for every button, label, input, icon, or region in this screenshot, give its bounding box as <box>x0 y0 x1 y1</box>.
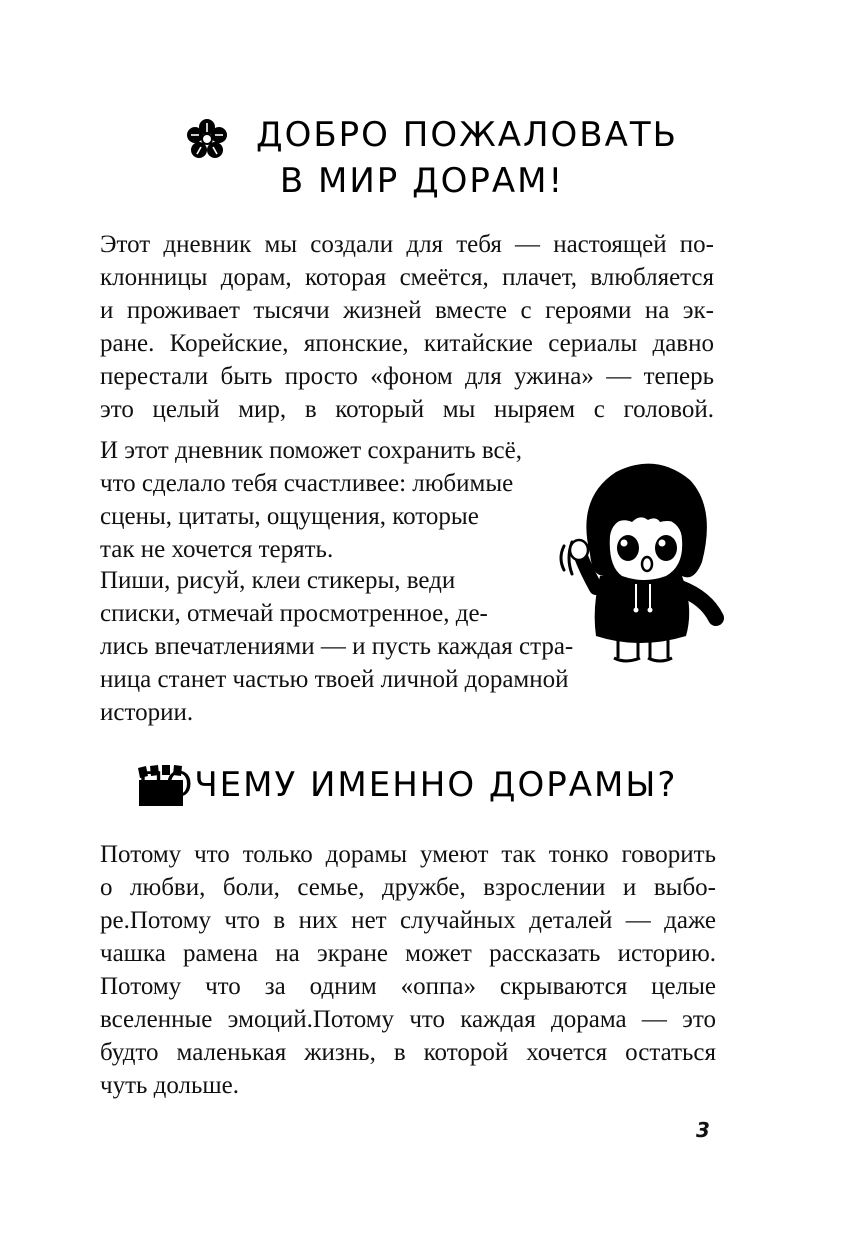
text-line: истории. <box>100 699 194 726</box>
text-line: и проживает тысячи жизней вместе с героями на эк- <box>100 297 714 324</box>
text-line: Потому что за одним «оппа» скрываются целые <box>100 973 716 1000</box>
keep-paragraph <box>100 434 600 566</box>
text-line: Этот дневник мы создали для тебя — настоящей по- <box>100 231 714 258</box>
text-line: Потому что только дорамы умеют так тонко говорить <box>100 841 716 868</box>
title-line-2: В МИР ДОРАМ! <box>279 161 565 201</box>
page-number: 3 <box>696 1118 710 1142</box>
text-line: сцены, цитаты, ощущения, которые <box>100 503 479 530</box>
text-line: что сделало тебя счастливее: любимые <box>100 470 514 497</box>
text-line: вселенные эмоций.Потому что каждая дорама — это <box>100 1006 716 1033</box>
text-line: это целый мир, в который мы ныряем с головой. <box>100 396 714 423</box>
chibi-girl-illustration <box>556 458 726 670</box>
text-line: чуть дольше. <box>100 1072 240 1099</box>
text-line: лись впечатлениями — и пусть каждая стра- <box>100 633 574 660</box>
text-line: ре.Потому что в них нет случайных деталей — даже <box>100 907 716 934</box>
text-line: клонницы дорам, которая смеётся, плачет, влюбляется <box>100 264 714 291</box>
write-paragraph <box>100 564 590 729</box>
text-line: ница станет частью твоей личной дорамной <box>100 666 569 693</box>
page-title <box>0 112 844 204</box>
text-line: И этот дневник поможет сохранить всё, <box>100 437 522 464</box>
text-line: ране. Корейские, японские, китайские сериалы давно <box>100 330 714 357</box>
text-line: Пиши, рисуй, клеи стикеры, веди <box>100 567 456 594</box>
text-line: будто маленькая жизнь, в которой хочется остаться <box>100 1039 716 1066</box>
text-line: о любви, боли, семье, дружбе, взрослении и выбо- <box>100 874 716 901</box>
section-heading: ПОЧЕМУ ИМЕННО ДОРАМЫ? <box>138 765 678 805</box>
intro-paragraph <box>100 228 714 426</box>
text-line: перестали быть просто «фоном для ужина» — теперь <box>100 363 714 390</box>
why-paragraph <box>100 838 716 1102</box>
text-line: чашка рамена на экране может рассказать историю. <box>100 940 716 967</box>
text-line: списки, отмечай просмотренное, де- <box>100 600 488 627</box>
text-line: так не хочется терять. <box>100 536 334 563</box>
title-line-1: ДОБРО ПОЖАЛОВАТЬ <box>256 115 678 155</box>
